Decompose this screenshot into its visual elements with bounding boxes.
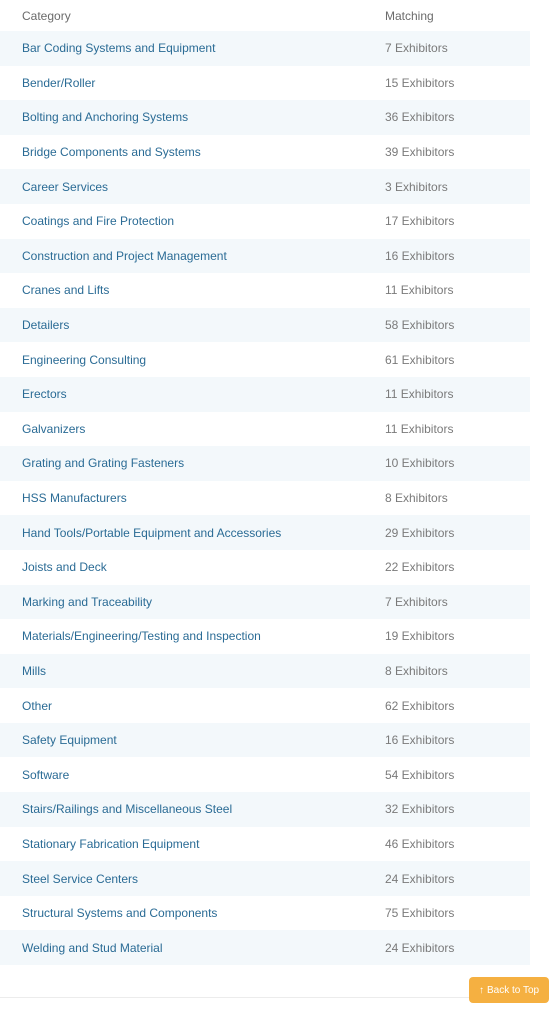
back-to-top-button[interactable] <box>469 977 549 1003</box>
table-row <box>0 792 530 827</box>
table-header <box>0 0 530 31</box>
matching-count: 8 Exhibitors <box>385 491 448 506</box>
category-link[interactable]: Other <box>22 698 53 713</box>
category-link[interactable]: Hand Tools/Portable Equipment and Accessories <box>22 525 282 540</box>
matching-count: 58 Exhibitors <box>385 318 455 333</box>
arrow-up-icon: ↑ <box>479 984 484 996</box>
matching-count: 29 Exhibitors <box>385 525 455 540</box>
table-row <box>0 100 530 135</box>
table-row <box>0 446 530 481</box>
matching-count: 24 Exhibitors <box>385 871 455 886</box>
category-link[interactable]: Steel Service Centers <box>22 871 139 886</box>
matching-count: 22 Exhibitors <box>385 560 455 575</box>
category-link[interactable]: Galvanizers <box>22 421 86 436</box>
category-link[interactable]: Joists and Deck <box>22 560 107 575</box>
matching-count: 46 Exhibitors <box>385 836 455 851</box>
category-link[interactable]: Safety Equipment <box>22 733 117 748</box>
category-link[interactable]: Structural Systems and Components <box>22 906 218 921</box>
category-link[interactable]: Grating and Grating Fasteners <box>22 456 185 471</box>
matching-count: 39 Exhibitors <box>385 145 455 160</box>
category-link[interactable]: Construction and Project Management <box>22 248 227 263</box>
matching-count: 11 Exhibitors <box>385 421 454 436</box>
matching-count: 61 Exhibitors <box>385 352 455 367</box>
table-row <box>0 896 530 931</box>
matching-count: 16 Exhibitors <box>385 248 455 263</box>
back-to-top-label: Back to Top <box>487 984 540 996</box>
matching-count: 15 Exhibitors <box>385 75 455 90</box>
table-row <box>0 654 530 689</box>
matching-count: 75 Exhibitors <box>385 906 455 921</box>
table-row <box>0 585 530 620</box>
table-row <box>0 308 530 343</box>
table-row <box>0 827 530 862</box>
category-link[interactable]: Marking and Traceability <box>22 594 153 609</box>
category-link[interactable]: Coatings and Fire Protection <box>22 214 175 229</box>
table-row <box>0 66 530 101</box>
category-link[interactable]: Bender/Roller <box>22 75 96 90</box>
category-link[interactable]: Materials/Engineering/Testing and Inspection <box>22 629 261 644</box>
category-link[interactable]: Stationary Fabrication Equipment <box>22 836 200 851</box>
table-row <box>0 342 530 377</box>
matching-count: 11 Exhibitors <box>385 283 454 298</box>
matching-count: 54 Exhibitors <box>385 767 455 782</box>
matching-count: 11 Exhibitors <box>385 387 454 402</box>
matching-count: 7 Exhibitors <box>385 594 448 609</box>
category-link[interactable]: Engineering Consulting <box>22 352 147 367</box>
category-column-header: Category <box>22 8 71 23</box>
table-row <box>0 757 530 792</box>
matching-count: 36 Exhibitors <box>385 110 455 125</box>
divider <box>0 997 530 998</box>
table-row <box>0 619 530 654</box>
matching-count: 16 Exhibitors <box>385 733 455 748</box>
matching-count: 24 Exhibitors <box>385 940 455 955</box>
matching-count: 8 Exhibitors <box>385 663 448 678</box>
matching-count: 19 Exhibitors <box>385 629 455 644</box>
matching-count: 32 Exhibitors <box>385 802 455 817</box>
table-row <box>0 550 530 585</box>
category-link[interactable]: Software <box>22 767 70 782</box>
table-row <box>0 412 530 447</box>
table-row <box>0 515 530 550</box>
matching-count: 3 Exhibitors <box>385 179 448 194</box>
category-link[interactable]: Erectors <box>22 387 67 402</box>
table-body <box>0 31 530 965</box>
table-row <box>0 861 530 896</box>
table-row <box>0 135 530 170</box>
category-link[interactable]: Bar Coding Systems and Equipment <box>22 41 216 56</box>
table-row <box>0 31 530 66</box>
matching-count: 7 Exhibitors <box>385 41 448 56</box>
matching-count: 62 Exhibitors <box>385 698 455 713</box>
category-link[interactable]: Stairs/Railings and Miscellaneous Steel <box>22 802 233 817</box>
table-row <box>0 377 530 412</box>
category-link[interactable]: Career Services <box>22 179 109 194</box>
table-row <box>0 930 530 965</box>
category-link[interactable]: Cranes and Lifts <box>22 283 110 298</box>
category-link[interactable]: Bridge Components and Systems <box>22 145 201 160</box>
category-link[interactable]: Mills <box>22 663 46 678</box>
matching-column-header: Matching <box>385 8 434 23</box>
category-link[interactable]: Detailers <box>22 318 70 333</box>
category-link[interactable]: Bolting and Anchoring Systems <box>22 110 189 125</box>
table-row <box>0 239 530 274</box>
category-link[interactable]: Welding and Stud Material <box>22 940 163 955</box>
matching-count: 10 Exhibitors <box>385 456 455 471</box>
category-link[interactable]: HSS Manufacturers <box>22 491 127 506</box>
table-row <box>0 204 530 239</box>
table-row <box>0 273 530 308</box>
table-row <box>0 481 530 516</box>
matching-count: 17 Exhibitors <box>385 214 455 229</box>
table-row <box>0 688 530 723</box>
table-row <box>0 169 530 204</box>
table-row <box>0 723 530 758</box>
